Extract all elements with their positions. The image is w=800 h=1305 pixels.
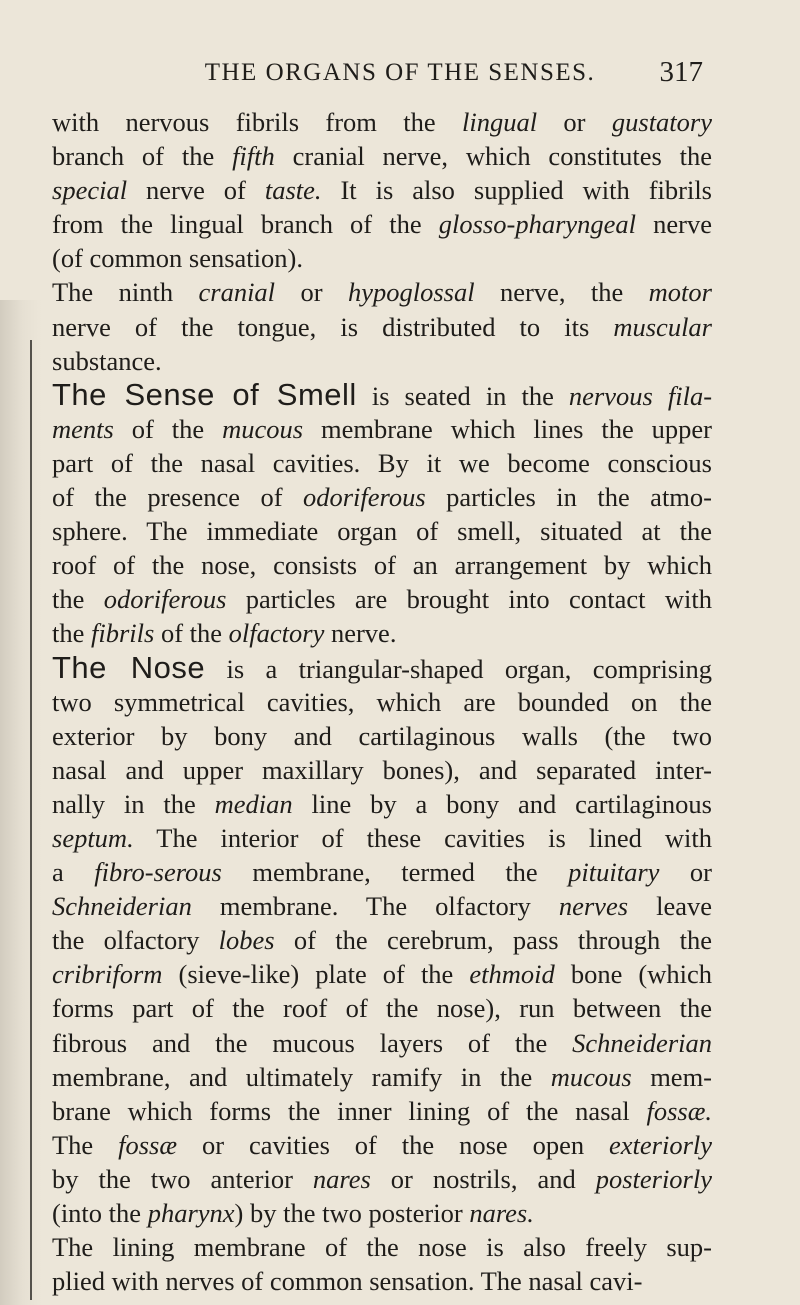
italic-term: cribriform [52,959,163,990]
text-run: nerve. [324,618,397,649]
text-run: nerve of [127,175,265,206]
italic-term: pituitary [568,857,660,888]
italic-term: fossæ. [646,1095,712,1126]
text-run: a [52,857,95,888]
text-line [52,1060,712,1094]
paragraph [52,275,712,377]
italic-term: nares. [469,1198,534,1228]
paragraph [52,105,712,275]
italic-term: nares [312,1163,371,1194]
italic-term: mucous [550,1061,632,1092]
text-run: the [52,618,91,649]
text-run: or [537,107,612,137]
book-binding-edge [0,300,42,1305]
italic-term: ments [52,413,114,444]
text-line [52,480,712,514]
text-line [52,889,712,923]
text-line [52,616,712,650]
italic-term: nervous fila- [568,380,713,411]
text-line [52,991,712,1025]
text-run: plied with nerves of common sensation. The nasal cavi- [52,1266,643,1297]
italic-term: fossæ [118,1129,178,1160]
text-run: or nostrils, and [370,1163,596,1194]
text-line [52,275,712,309]
text-run: It is also supplied with fibrils [321,175,712,206]
italic-term: motor [648,277,712,308]
italic-term: glosso-pharyngeal [438,209,637,240]
italic-term: gustatory [611,107,712,137]
text-line [52,821,712,855]
text-line [52,207,712,241]
text-run: or cavities of the nose open [177,1129,609,1160]
text-line [52,753,712,787]
text-line [52,514,712,548]
text-run: leave [628,891,712,922]
text-line [52,378,712,412]
text-run: is a triangular-shaped organ, comprising [205,653,712,684]
text-line [52,412,712,446]
text-line [52,1128,712,1162]
text-run: The interior of these cavities is lined with [133,822,712,853]
italic-term: pharynx [147,1198,235,1228]
italic-term: lobes [218,925,275,956]
text-line [52,1264,712,1298]
italic-term: taste. [264,175,322,206]
text-run: nerve, the [474,277,649,308]
italic-term: lingual [461,107,538,137]
text-line [52,241,712,275]
italic-term: Schneiderian [572,1027,712,1058]
text-line [52,105,712,139]
text-line [52,855,712,889]
text-run: (of common sensation). [52,243,303,274]
running-title: THE ORGANS OF THE SENSES. [204,59,596,86]
text-run: cranial nerve, which constitutes the [274,141,712,172]
text-run: of the [154,618,229,649]
text-run: or [659,857,713,888]
italic-term: special [52,175,128,206]
text-line [52,685,712,719]
italic-term: ethmoid [469,959,555,990]
section-heading: The Sense of Smell [52,376,357,412]
text-line [52,651,712,685]
italic-term: median [214,788,293,819]
text-run: roof of the nose, consists of an arrangement by which [52,550,712,581]
paragraph [52,651,712,1231]
text-run: substance. [52,345,162,376]
text-run: is seated in the [356,380,569,411]
text-run: The [52,1129,119,1160]
text-run: nerve [636,209,712,240]
text-run: membrane which lines the upper [303,413,713,444]
paragraph [52,1230,712,1298]
text-run: membrane, and ultimately ramify in the [52,1061,551,1092]
italic-term: olfactory [228,618,325,649]
text-line [52,446,712,480]
italic-term: odoriferous [103,584,227,615]
text-run: ) by the two posterior [234,1198,470,1228]
text-run: or [275,277,348,308]
italic-term: posteriorly [595,1163,712,1194]
italic-term: muscular [613,311,712,342]
italic-term: cranial [198,277,276,308]
text-line [52,1162,712,1196]
text-line [52,957,712,991]
text-run: exterior by bony and cartilaginous walls (the two [52,720,712,751]
text-run: (into the [52,1198,148,1228]
text-line [52,1094,712,1128]
text-run: the olfactory [52,925,219,956]
italic-term: Schneiderian [52,891,192,922]
section-heading: The Nose [52,649,206,685]
page-header [0,56,800,90]
text-run: (sieve-like) plate of the [162,959,470,990]
page-number: 317 [659,56,703,88]
text-run: with nervous fibrils from the [52,107,462,137]
italic-term: fifth [232,141,275,172]
text-line [52,310,712,344]
text-run: by the two anterior [52,1163,313,1194]
text-run: branch of the [52,141,233,172]
text-run: two symmetrical cavities, which are bounded on the [52,686,712,717]
italic-term: fibrils [91,618,155,649]
italic-term: exteriorly [609,1129,713,1160]
text-run: particles in the atmo- [425,482,712,513]
text-run: mem- [631,1061,713,1092]
italic-term: nerves [558,891,629,922]
text-run: The ninth [52,277,199,308]
text-run: of the cerebrum, pass through the [274,925,712,956]
text-run: from the lingual branch of the [52,209,439,240]
text-run: particles are brought into contact with [226,584,712,615]
text-line [52,719,712,753]
text-line [52,173,712,207]
italic-term: septum. [52,822,134,853]
text-run: nerve of the tongue, is distributed to its [52,311,614,342]
text-line [52,139,712,173]
text-run: the [52,584,104,615]
text-run: fibrous and the mucous layers of the [52,1027,573,1058]
text-run: membrane. The olfactory [191,891,559,922]
text-line [52,923,712,957]
text-run: brane which forms the inner lining of the nasal [52,1095,647,1126]
text-run: of the presence of [52,482,303,513]
text-line [52,582,712,616]
text-run: nasal and upper maxillary bones), and separated inter- [52,754,712,785]
italic-term: odoriferous [302,482,426,513]
text-run: The lining membrane of the nose is also freely sup- [52,1232,712,1263]
text-line [52,548,712,582]
text-line [52,344,712,378]
text-run: line by a bony and cartilaginous [292,788,712,819]
text-run: bone (which [554,959,712,990]
text-run: forms part of the roof of the nose), run between the [52,993,712,1024]
text-run: part of the nasal cavities. By it we become conscious [52,447,712,478]
text-run: sphere. The immediate organ of smell, situated at the [52,516,712,547]
text-line [52,1026,712,1060]
paragraph [52,378,712,651]
italic-term: hypoglossal [347,277,475,308]
text-line [52,1196,712,1230]
text-run: of the [113,413,223,444]
body-text [52,105,712,1298]
text-run: nally in the [52,788,215,819]
text-run: membrane, termed the [221,857,569,888]
text-line [52,787,712,821]
italic-term: mucous [222,413,304,444]
italic-term: fibro-serous [94,857,222,888]
text-line [52,1230,712,1264]
